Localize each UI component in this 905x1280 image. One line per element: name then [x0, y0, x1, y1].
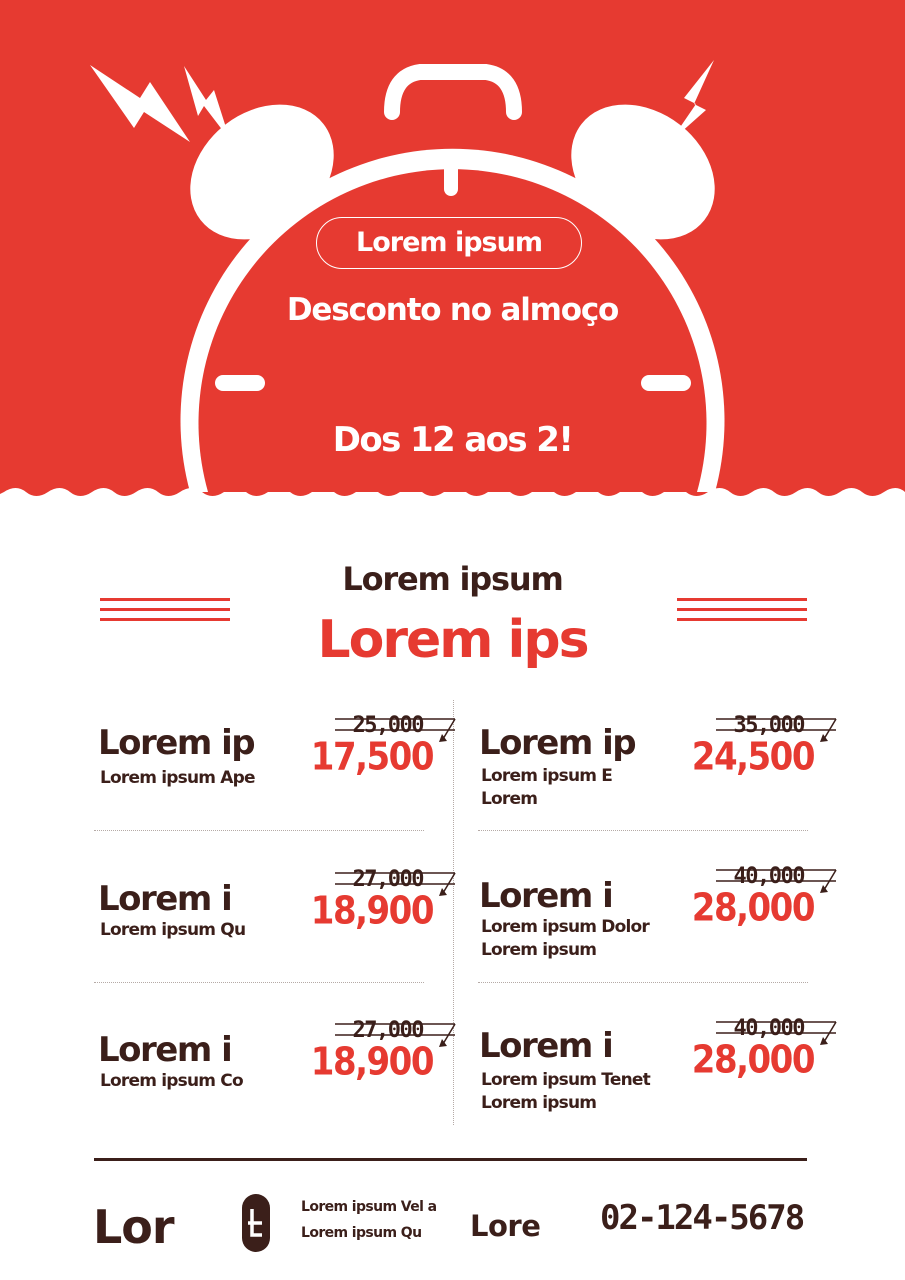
- menu-item-name: Lorem ip: [479, 723, 636, 763]
- hero-badge: Lorem ipsum: [316, 217, 582, 269]
- t-logo-icon: [241, 1193, 271, 1257]
- menu-item: [98, 1018, 433, 1138]
- menu-item-desc: Lorem ipsum Dolor Lorem ipsum: [481, 917, 649, 960]
- menu-item-name: Lorem i: [479, 876, 613, 916]
- old-price: 25,000: [353, 713, 423, 738]
- menu-item-name: Lorem i: [479, 1026, 613, 1066]
- menu-item-desc: Lorem ipsum E Lorem: [481, 766, 613, 809]
- hero-time: Dos 12 aos 2!: [332, 420, 573, 460]
- new-price: 17,500: [310, 735, 433, 780]
- old-price: 35,000: [734, 713, 804, 738]
- menu-item-desc: Lorem ipsum Qu: [100, 920, 246, 940]
- column-divider: [453, 700, 454, 1125]
- old-price: 27,000: [353, 867, 423, 892]
- old-price: 40,000: [734, 864, 804, 889]
- menu-item-desc: Lorem ipsum Co: [100, 1071, 243, 1091]
- new-price: 18,900: [310, 889, 433, 934]
- hero-subtitle: Desconto no almoço: [286, 292, 619, 328]
- menu-item: [98, 713, 433, 833]
- menu-item-desc: Lorem ipsum Ape: [100, 768, 255, 788]
- new-price: 28,000: [691, 886, 814, 931]
- old-price: 27,000: [353, 1018, 423, 1043]
- menu-item-name: Lorem i: [98, 1030, 232, 1070]
- footer-label: Lore: [470, 1209, 541, 1243]
- footer-brand: Lor: [93, 1200, 174, 1254]
- old-price: 40,000: [734, 1016, 804, 1041]
- new-price: 18,900: [310, 1040, 433, 1085]
- address-line-1: Lorem ipsum Vel a: [301, 1199, 437, 1215]
- menu-item-desc: Lorem ipsum Tenet Lorem ipsum: [481, 1070, 650, 1113]
- footer-divider: [94, 1158, 807, 1161]
- section-title: Lorem ipsum: [342, 560, 563, 598]
- menu-item-name: Lorem ip: [98, 723, 255, 763]
- phone-number: 02-124-5678: [600, 1198, 804, 1238]
- menu-item: [479, 1016, 814, 1136]
- menu-item-name: Lorem i: [98, 879, 232, 919]
- new-price: 28,000: [691, 1038, 814, 1083]
- footer-address: [301, 1194, 436, 1246]
- hero-banner: [0, 0, 905, 520]
- address-line-2: Lorem ipsum Qu: [301, 1225, 422, 1241]
- section-highlight: Lorem ips: [317, 610, 588, 670]
- menu-item: [479, 713, 814, 833]
- new-price: 24,500: [691, 735, 814, 780]
- menu-item: [98, 867, 433, 987]
- menu-item: [479, 864, 814, 984]
